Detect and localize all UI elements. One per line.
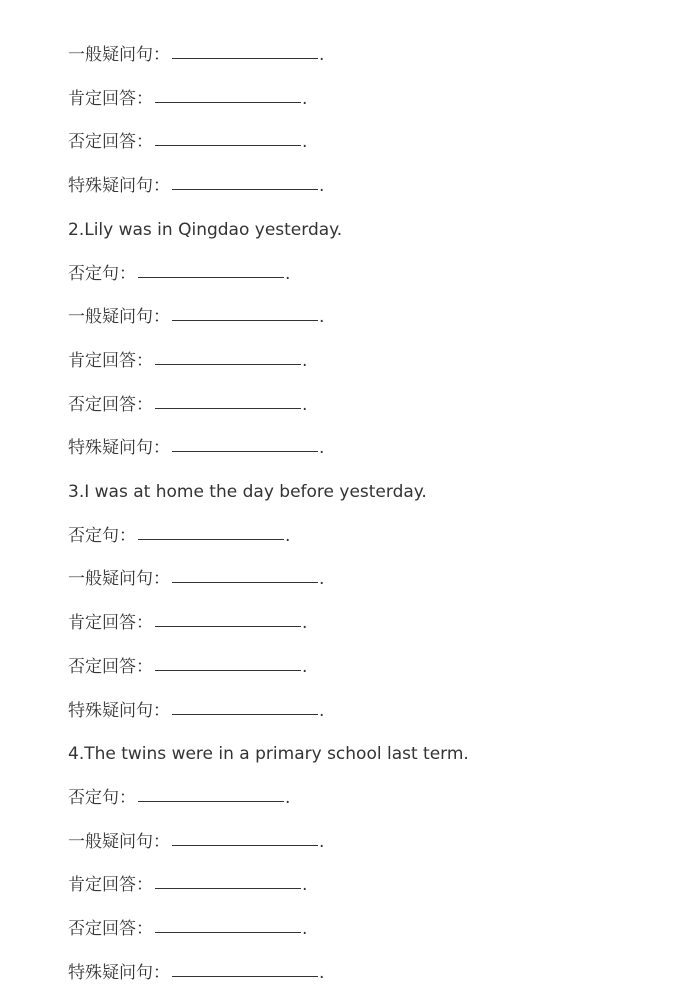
answer-prompt-line: [68, 43, 324, 67]
answer-blank[interactable]: [172, 581, 318, 583]
line-end-period: .: [285, 526, 291, 546]
prompt-label: 否定句：: [68, 526, 136, 546]
answer-prompt-line: [68, 917, 307, 941]
line-end-period: .: [319, 176, 325, 196]
prompt-label: 特殊疑问句：: [68, 438, 170, 458]
prompt-label: 否定回答：: [68, 657, 153, 677]
line-end-period: .: [285, 788, 291, 808]
line-end-period: .: [302, 89, 308, 109]
exercise-sentence: 3.I was at home the day before yesterday.: [68, 482, 427, 502]
answer-blank[interactable]: [155, 669, 301, 671]
answer-prompt-line: [68, 830, 324, 854]
answer-prompt-line: [68, 174, 324, 198]
answer-blank[interactable]: [172, 188, 318, 190]
answer-blank[interactable]: [155, 101, 301, 103]
line-end-period: .: [319, 569, 325, 589]
answer-blank[interactable]: [155, 887, 301, 889]
answer-prompt-line: [68, 87, 307, 111]
line-end-period: .: [319, 701, 325, 721]
exercise-sentence: 4.The twins were in a primary school last term.: [68, 744, 469, 764]
prompt-label: 否定句：: [68, 788, 136, 808]
answer-prompt-line: [68, 873, 307, 897]
line-end-period: .: [319, 832, 325, 852]
prompt-label: 肯定回答：: [68, 875, 153, 895]
answer-prompt-line: [68, 349, 307, 373]
line-end-period: .: [319, 307, 325, 327]
answer-prompt-line: [68, 393, 307, 417]
line-end-period: .: [319, 45, 325, 65]
prompt-label: 一般疑问句：: [68, 569, 170, 589]
prompt-label: 特殊疑问句：: [68, 176, 170, 196]
answer-blank[interactable]: [172, 57, 318, 59]
answer-blank[interactable]: [138, 276, 284, 278]
line-end-period: .: [302, 351, 308, 371]
answer-prompt-line: [68, 130, 307, 154]
line-end-period: .: [302, 657, 308, 677]
answer-blank[interactable]: [172, 319, 318, 321]
prompt-label: 特殊疑问句：: [68, 963, 170, 983]
answer-blank[interactable]: [155, 407, 301, 409]
answer-blank[interactable]: [138, 800, 284, 802]
line-end-period: .: [302, 132, 308, 152]
answer-prompt-line: [68, 436, 324, 460]
line-end-period: .: [285, 264, 291, 284]
line-end-period: .: [302, 875, 308, 895]
prompt-label: 一般疑问句：: [68, 307, 170, 327]
line-end-period: .: [302, 395, 308, 415]
prompt-label: 特殊疑问句：: [68, 701, 170, 721]
prompt-label: 肯定回答：: [68, 613, 153, 633]
answer-prompt-line: [68, 262, 290, 286]
line-end-period: .: [302, 613, 308, 633]
line-end-period: .: [319, 438, 325, 458]
prompt-label: 否定句：: [68, 264, 136, 284]
answer-blank[interactable]: [155, 931, 301, 933]
exercise-sentence: 2.Lily was in Qingdao yesterday.: [68, 220, 343, 240]
prompt-label: 肯定回答：: [68, 89, 153, 109]
answer-blank[interactable]: [172, 844, 318, 846]
answer-blank[interactable]: [172, 450, 318, 452]
answer-prompt-line: [68, 961, 324, 985]
line-end-period: .: [302, 919, 308, 939]
answer-blank[interactable]: [172, 713, 318, 715]
line-end-period: .: [319, 963, 325, 983]
answer-prompt-line: [68, 699, 324, 723]
answer-prompt-line: [68, 655, 307, 679]
prompt-label: 否定回答：: [68, 919, 153, 939]
prompt-label: 一般疑问句：: [68, 832, 170, 852]
answer-blank[interactable]: [172, 975, 318, 977]
answer-prompt-line: [68, 786, 290, 810]
answer-prompt-line: [68, 305, 324, 329]
answer-blank[interactable]: [155, 625, 301, 627]
answer-prompt-line: [68, 611, 307, 635]
prompt-label: 否定回答：: [68, 395, 153, 415]
prompt-label: 肯定回答：: [68, 351, 153, 371]
answer-blank[interactable]: [155, 144, 301, 146]
answer-prompt-line: [68, 567, 324, 591]
prompt-label: 一般疑问句：: [68, 45, 170, 65]
answer-blank[interactable]: [155, 363, 301, 365]
prompt-label: 否定回答：: [68, 132, 153, 152]
answer-prompt-line: [68, 524, 290, 548]
answer-blank[interactable]: [138, 538, 284, 540]
